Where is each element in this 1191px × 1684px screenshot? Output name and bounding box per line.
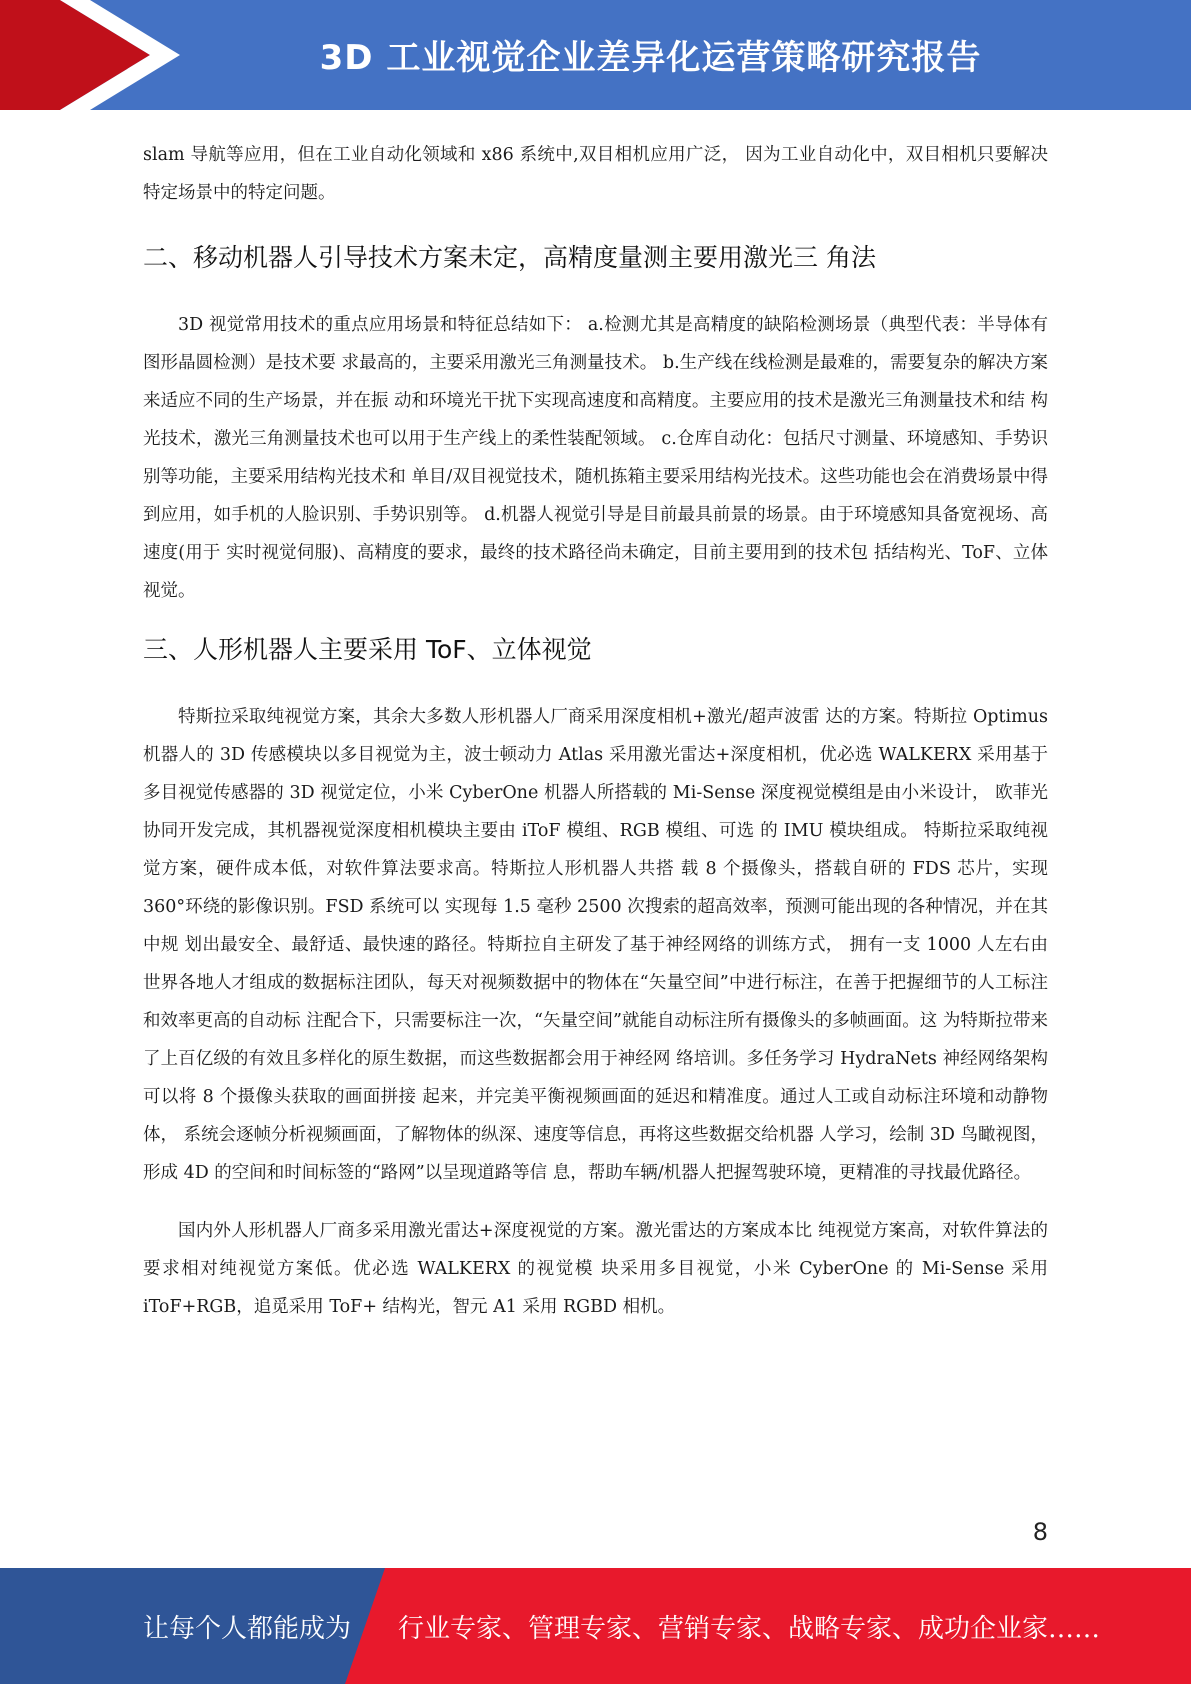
- paragraph-applications: 3D 视觉常用技术的重点应用场景和特征总结如下： a.检测尤其是高精度的缺陷检测场景（典型代表：半导体有图形晶圆检测）是技术要 求最高的，主要采用激光三角测量技术。 b.生产线在线检测是最难的，需要复杂的解决方案来适应不同的生产场景，并在振 动和环境光干扰下实现高速度和高精度。主要应用的技术是激光三角测量技术和结 构光技术，激光三角测量技术也可以用于生产线上的柔性装配领域。 c.仓库自动化：包括尺寸测量、环境感知、手势识别等功能，主要采用结构光技术和 单目/双目视觉技术，随机拣箱主要采用结构光技术。这些功能也会在消费场景中得 到应用，如手机的人脸识别、手势识别等。 d.机器人视觉引导是目前最具前景的场景。由于环境感知具备宽视场、高速度(用于 实时视觉伺服)、高精度的要求，最终的技术路径尚未确定，目前主要用到的技术包 括结构光、ToF、立体视觉。: [143, 315, 1048, 601]
- section-heading-3: 三、人形机器人主要采用 ToF、立体视觉: [143, 635, 592, 664]
- section-heading-2: 二、移动机器人引导技术方案未定，高精度量测主要用激光三 角法: [143, 243, 876, 272]
- page-footer: [0, 1568, 1191, 1684]
- page-header: [0, 0, 1191, 110]
- paragraph-intro: slam 导航等应用，但在工业自动化领域和 x86 系统中,双目相机应用广泛， 因为工业自动化中，双目相机只要解决特定场景中的特定问题。: [143, 145, 1048, 203]
- paragraph-domestic: 国内外人形机器人厂商多采用激光雷达+深度视觉的方案。激光雷达的方案成本比 纯视觉方案高，对软件算法的要求相对纯视觉方案低。优必选 WALKERX 的视觉模 块采用多目视觉，小米 CyberOne 的 Mi-Sense 采用 iToF+RGB，追觅采用 ToF+ 结构光，智元 A1 采用 RGBD 相机。: [143, 1221, 1048, 1317]
- page-content: [143, 136, 1048, 1326]
- paragraph-tesla: 特斯拉采取纯视觉方案，其余大多数人形机器人厂商采用深度相机+激光/超声波雷 达的方案。特斯拉 Optimus 机器人的 3D 传感模块以多目视觉为主，波士顿动力 Atlas 采用激光雷达+深度相机，优必选 WALKERX 采用基于多目视觉传感器的 3D 视觉定位，小米 CyberOne 机器人所搭载的 Mi-Sense 深度视觉模组是由小米设计， 欧菲光协同开发完成，其机器视觉深度相机模块主要由 iToF 模组、RGB 模组、可选 的 IMU 模块组成。 特斯拉采取纯视觉方案，硬件成本低，对软件算法要求高。特斯拉人形机器人共搭 载 8 个摄像头，搭载自研的 FDS 芯片，实现 360°环绕的影像识别。FSD 系统可以 实现每 1.5 毫秒 2500 次搜索的超高效率，预测可能出现的各种情况，并在其中规 划出最安全、最舒适、最快速的路径。特斯拉自主研发了基于神经网络的训练方式， 拥有一支 1000 人左右由世界各地人才组成的数据标注团队，每天对视频数据中的物体在“矢量空间”中进行标注，在善于把握细节的人工标注和效率更高的自动标 注配合下，只需要标注一次，“矢量空间”就能自动标注所有摄像头的多帧画面。这 为特斯拉带来了上百亿级的有效且多样化的原生数据，而这些数据都会用于神经网 络培训。多任务学习 HydraNets 神经网络架构可以将 8 个摄像头获取的画面拼接 起来，并完美平衡视频画面的延迟和精准度。通过人工或自动标注环境和动静物体， 系统会逐帧分析视频画面，了解物体的纵深、速度等信息，再将这些数据交给机器 人学习，绘制 3D 鸟瞰视图，形成 4D 的空间和时间标签的“路网”以呈现道路等信 息，帮助车辆/机器人把握驾驶环境，更精准的寻找最优路径。: [143, 707, 1048, 1183]
- footer-slogan-left: 让每个人都能成为: [143, 1613, 352, 1644]
- footer-slogan-right: 行业专家、管理专家、营销专家、战略专家、成功企业家……: [398, 1613, 1101, 1644]
- report-title: 3D 工业视觉企业差异化运营策略研究报告: [319, 37, 982, 78]
- page-number: 8: [1032, 1518, 1048, 1546]
